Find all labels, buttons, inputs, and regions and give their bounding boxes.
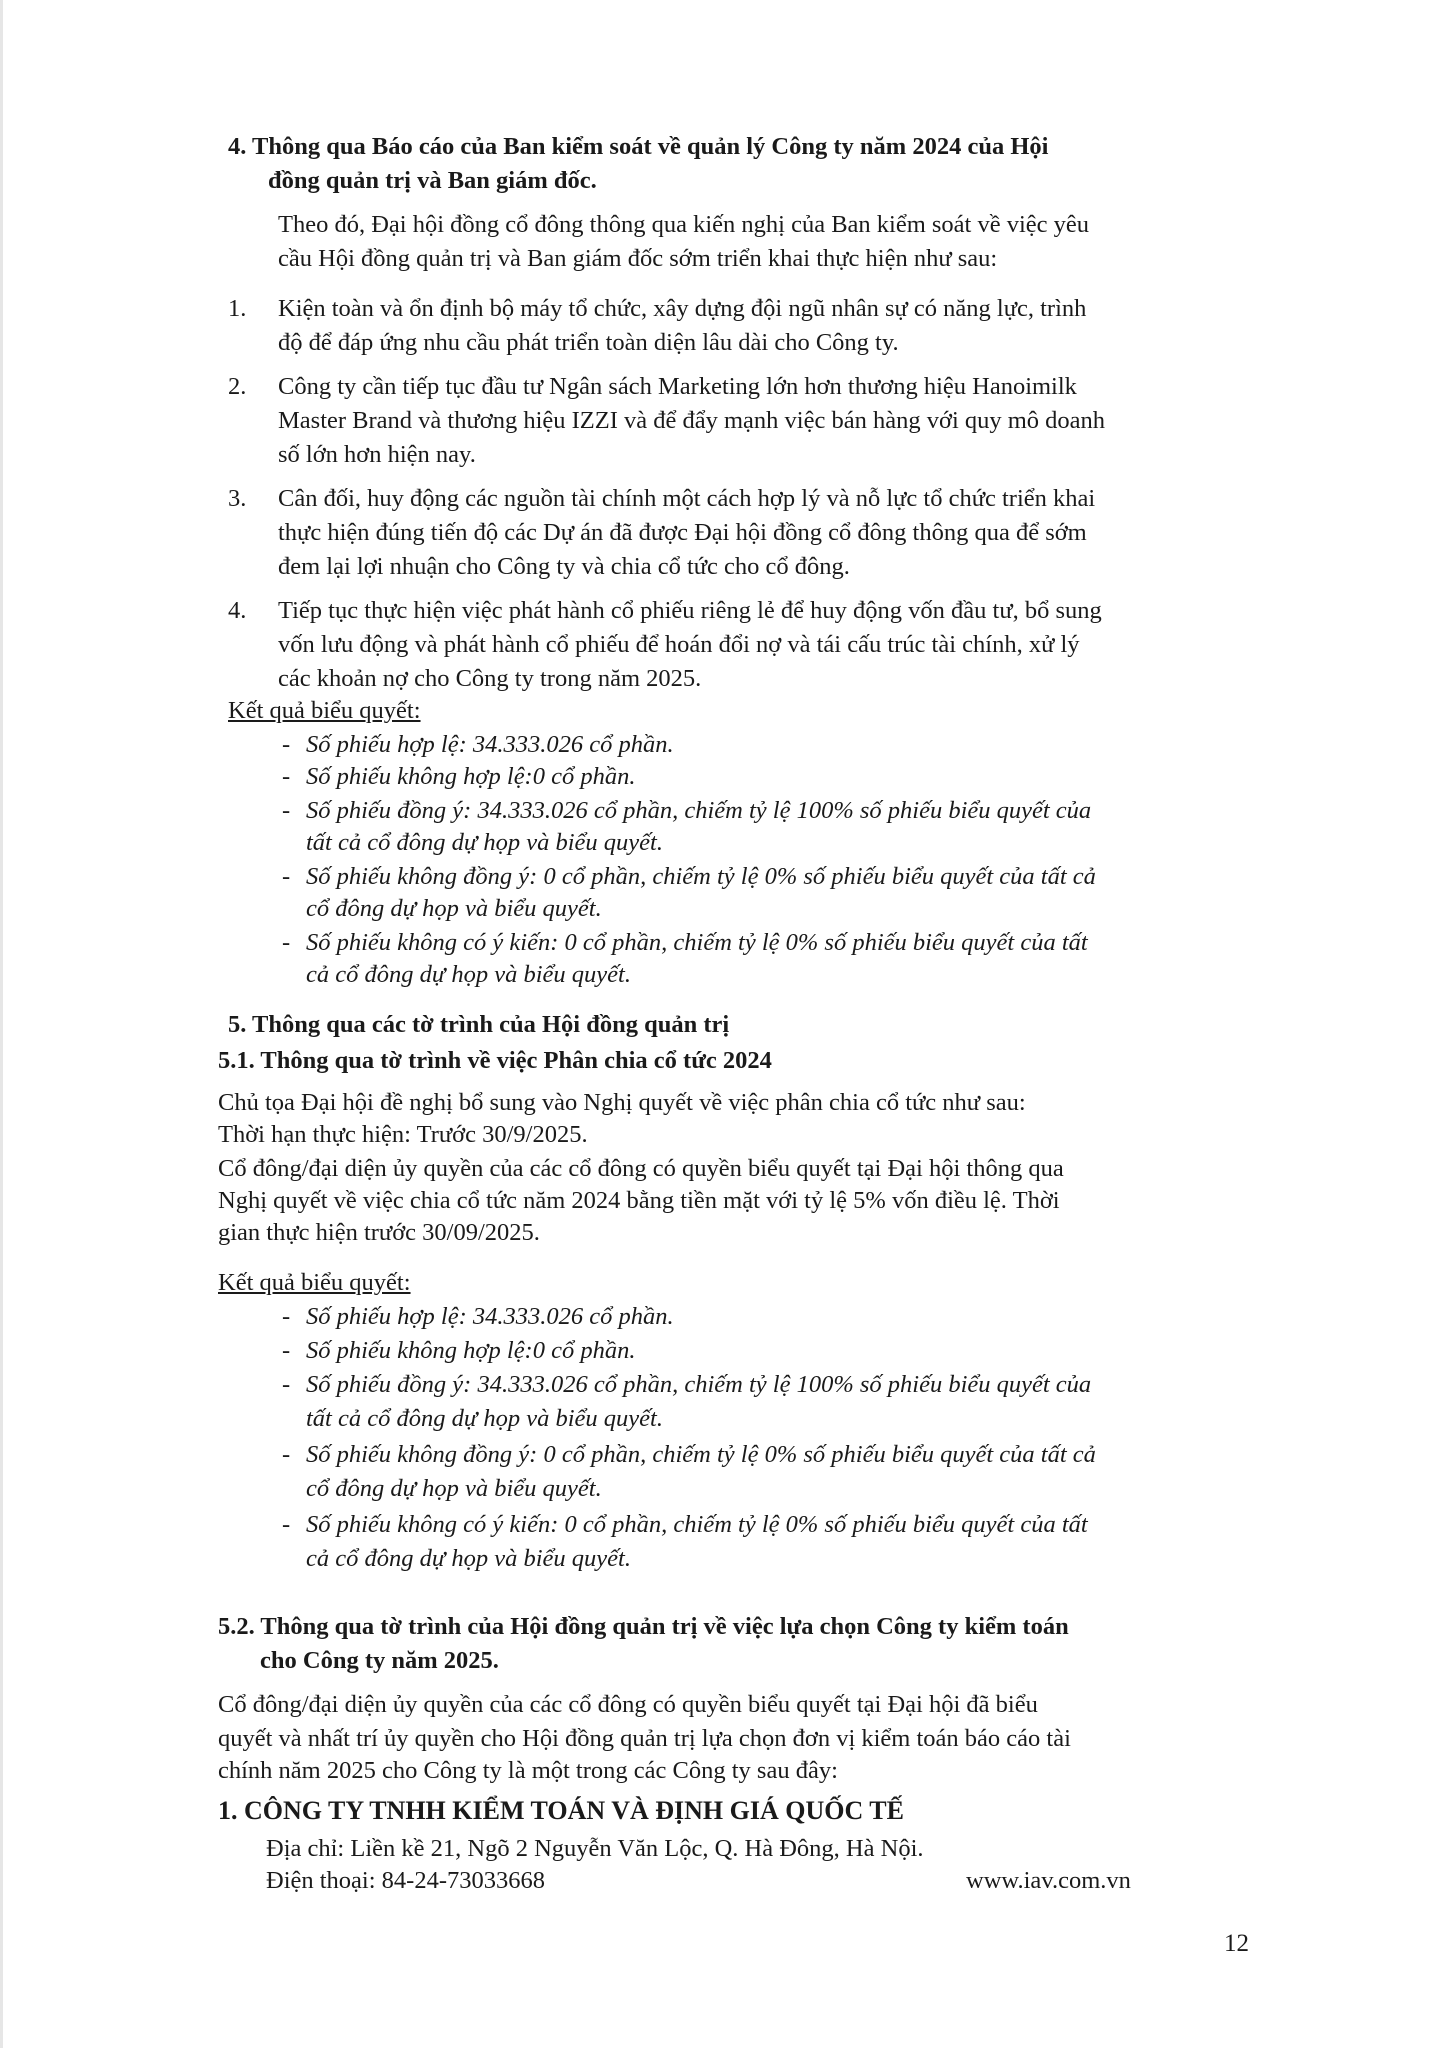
item-text: Master Brand và thương hiệu IZZI và để đẩy mạnh việc bán hàng với quy mô doanh xyxy=(278,407,1106,434)
item-text: Cân đối, huy động các nguồn tài chính một cách hợp lý và nỗ lực tổ chức triển khai xyxy=(278,485,1096,512)
section5-1-heading: 5.1. Thông qua tờ trình về việc Phân chia cổ tức 2024 xyxy=(218,1047,772,1074)
section5-1-text: gian thực hiện trước 30/09/2025. xyxy=(218,1219,540,1246)
section4-intro-line1: Theo đó, Đại hội đồng cổ đông thông qua kiến nghị của Ban kiểm soát về việc yêu xyxy=(278,211,1090,238)
item-text: đem lại lợi nhuận cho Công ty và chia cổ tức cho cổ đông. xyxy=(278,553,850,580)
vote-line: cổ đông dự họp và biểu quyết. xyxy=(306,895,602,922)
item-number: 3. xyxy=(228,485,247,512)
vote-line: cả cổ đông dự họp và biểu quyết. xyxy=(306,961,631,988)
vote-line: cả cổ đông dự họp và biểu quyết. xyxy=(306,1545,631,1572)
item-text: độ để đáp ứng nhu cầu phát triển toàn diện lâu dài cho Công ty. xyxy=(278,329,899,356)
item-text: thực hiện đúng tiến độ các Dự án đã được Đại hội đồng cổ đông thông qua để sớm xyxy=(278,519,1087,546)
vote-line: Số phiếu hợp lệ: 34.333.026 cổ phần. xyxy=(306,731,674,758)
section4-heading-line1: 4. Thông qua Báo cáo của Ban kiểm soát về quản lý Công ty năm 2024 của Hội xyxy=(228,133,1049,160)
section5-1-text: Thời hạn thực hiện: Trước 30/9/2025. xyxy=(218,1121,588,1148)
vote-line: Số phiếu không hợp lệ:0 cổ phần. xyxy=(306,763,636,790)
vote-line: Số phiếu không đồng ý: 0 cổ phần, chiếm tỷ lệ 0% số phiếu biểu quyết của tất cả xyxy=(306,1441,1096,1468)
vote-line: Số phiếu hợp lệ: 34.333.026 cổ phần. xyxy=(306,1303,674,1330)
section5-heading: 5. Thông qua các tờ trình của Hội đồng quản trị xyxy=(228,1011,730,1038)
company1-address: Địa chỉ: Liền kề 21, Ngõ 2 Nguyễn Văn Lộc, Q. Hà Đông, Hà Nội. xyxy=(266,1835,924,1862)
section4-heading-line2: đồng quản trị và Ban giám đốc. xyxy=(268,167,597,194)
vote-line: Số phiếu không có ý kiến: 0 cổ phần, chiếm tỷ lệ 0% số phiếu biểu quyết của tất xyxy=(306,1511,1088,1538)
item-number: 4. xyxy=(228,597,247,624)
vote-line: Số phiếu đồng ý: 34.333.026 cổ phần, chiếm tỷ lệ 100% số phiếu biểu quyết của xyxy=(306,797,1092,824)
vote-bullet: - xyxy=(282,797,291,824)
item-text: Kiện toàn và ổn định bộ máy tổ chức, xây dựng đội ngũ nhân sự có năng lực, trình xyxy=(278,295,1087,322)
vote-bullet: - xyxy=(282,1303,291,1330)
company1-website: www.iav.com.vn xyxy=(966,1867,1131,1894)
company1-name: 1. CÔNG TY TNHH KIỂM TOÁN VÀ ĐỊNH GIÁ QUỐC TẾ xyxy=(218,1796,904,1825)
section5-1-text: Nghị quyết về việc chia cổ tức năm 2024 bằng tiền mặt với tỷ lệ 5% vốn điều lệ. Thời xyxy=(218,1187,1060,1214)
scan-edge xyxy=(0,0,3,2048)
vote-line: tất cả cổ đông dự họp và biểu quyết. xyxy=(306,1405,663,1432)
section5-2-text: chính năm 2025 cho Công ty là một trong các Công ty sau đây: xyxy=(218,1757,838,1784)
vote-bullet: - xyxy=(282,731,291,758)
vote-line: Số phiếu không hợp lệ:0 cổ phần. xyxy=(306,1337,636,1364)
vote-bullet: - xyxy=(282,1511,291,1538)
section5-1-text: Cổ đông/đại diện ủy quyền của các cổ đông có quyền biểu quyết tại Đại hội thông qua xyxy=(218,1155,1064,1182)
company1-phone: Điện thoại: 84-24-73033668 xyxy=(266,1867,545,1894)
vote-bullet: - xyxy=(282,1371,291,1398)
vote-bullet: - xyxy=(282,863,291,890)
vote-results-title: Kết quả biểu quyết: xyxy=(218,1269,411,1296)
vote-line: tất cả cổ đông dự họp và biểu quyết. xyxy=(306,829,663,856)
vote-line: cổ đông dự họp và biểu quyết. xyxy=(306,1475,602,1502)
vote-line: Số phiếu không đồng ý: 0 cổ phần, chiếm tỷ lệ 0% số phiếu biểu quyết của tất cả xyxy=(306,863,1096,890)
item-text: số lớn hơn hiện nay. xyxy=(278,441,476,468)
section5-2-heading-line1: 5.2. Thông qua tờ trình của Hội đồng quản trị về việc lựa chọn Công ty kiểm toán xyxy=(218,1613,1069,1640)
section5-2-text: quyết và nhất trí ủy quyền cho Hội đồng quản trị lựa chọn đơn vị kiểm toán báo cáo tài xyxy=(218,1725,1071,1752)
section4-intro-line2: cầu Hội đồng quản trị và Ban giám đốc sớm triển khai thực hiện như sau: xyxy=(278,245,998,272)
vote-line: Số phiếu đồng ý: 34.333.026 cổ phần, chiếm tỷ lệ 100% số phiếu biểu quyết của xyxy=(306,1371,1092,1398)
item-number: 1. xyxy=(228,295,247,322)
section5-1-text: Chủ tọa Đại hội đề nghị bổ sung vào Nghị quyết về việc phân chia cổ tức như sau: xyxy=(218,1089,1026,1116)
item-text: Công ty cần tiếp tục đầu tư Ngân sách Marketing lớn hơn thương hiệu Hanoimilk xyxy=(278,373,1077,400)
item-text: các khoản nợ cho Công ty trong năm 2025. xyxy=(278,665,702,692)
section5-2-text: Cổ đông/đại diện ủy quyền của các cổ đông có quyền biểu quyết tại Đại hội đã biểu xyxy=(218,1691,1038,1718)
item-text: vốn lưu động và phát hành cổ phiếu để hoán đổi nợ và tái cấu trúc tài chính, xử lý xyxy=(278,631,1080,658)
section5-2-heading-line2: cho Công ty năm 2025. xyxy=(260,1647,499,1674)
vote-results-title: Kết quả biểu quyết: xyxy=(228,697,421,724)
item-number: 2. xyxy=(228,373,247,400)
vote-bullet: - xyxy=(282,763,291,790)
vote-bullet: - xyxy=(282,1441,291,1468)
vote-line: Số phiếu không có ý kiến: 0 cổ phần, chiếm tỷ lệ 0% số phiếu biểu quyết của tất xyxy=(306,929,1088,956)
item-text: Tiếp tục thực hiện việc phát hành cổ phiếu riêng lẻ để huy động vốn đầu tư, bổ sung xyxy=(278,597,1102,624)
vote-bullet: - xyxy=(282,929,291,956)
vote-bullet: - xyxy=(282,1337,291,1364)
page-number: 12 xyxy=(1224,1930,1249,1957)
